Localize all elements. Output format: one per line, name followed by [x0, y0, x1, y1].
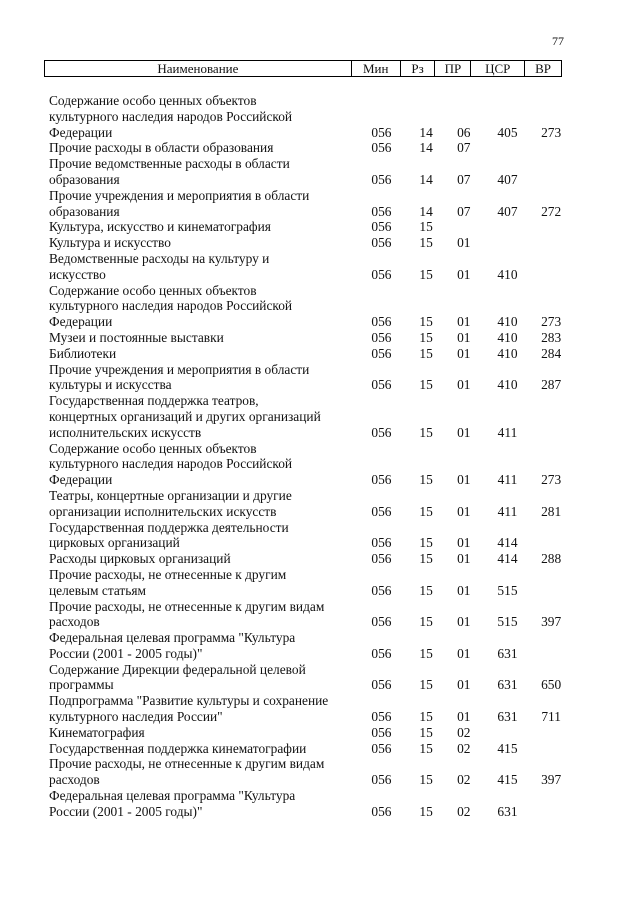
- row-name: [49, 520, 357, 552]
- table-row: [49, 741, 569, 757]
- cell-rz: 15: [419, 582, 433, 598]
- cell-csr: 414: [497, 551, 518, 567]
- row-name-line: Государственная поддержка деятельности: [49, 519, 289, 535]
- table-row: [49, 235, 569, 251]
- cell-pr: 01: [457, 535, 471, 551]
- row-name-line: Культура и искусство: [49, 235, 171, 251]
- cell-pr: 01: [457, 345, 471, 361]
- cell-vr: 281: [541, 503, 562, 519]
- table-row: [49, 520, 569, 552]
- cell-csr: 631: [497, 677, 518, 693]
- cell-pr: 01: [457, 503, 471, 519]
- row-name: [49, 599, 357, 631]
- row-name-line: Прочие расходы, не отнесенные к другим видам: [49, 598, 325, 614]
- cell-vr: 284: [541, 345, 562, 361]
- row-name-line: России (2001 - 2005 годы)": [49, 803, 203, 819]
- cell-rz: 15: [419, 803, 433, 819]
- header-rz: Рз: [401, 61, 436, 76]
- row-name: [49, 567, 357, 599]
- table-row: [49, 788, 569, 820]
- row-name-line: искусство: [49, 266, 106, 282]
- cell-pr: 01: [457, 424, 471, 440]
- cell-rz: 14: [419, 124, 433, 140]
- cell-csr: 407: [497, 203, 518, 219]
- cell-pr: 01: [457, 677, 471, 693]
- row-name-line: Федерации: [49, 314, 113, 330]
- row-name: [49, 788, 357, 820]
- table-row: [49, 393, 569, 440]
- cell-pr: 01: [457, 645, 471, 661]
- cell-pr: 06: [457, 124, 471, 140]
- cell-csr: 631: [497, 645, 518, 661]
- cell-rz: 15: [419, 329, 433, 345]
- cell-min: 056: [371, 235, 392, 251]
- row-name: [49, 362, 357, 394]
- cell-rz: 15: [419, 424, 433, 440]
- table-header: [44, 60, 562, 77]
- row-name-line: Прочие расходы в области образования: [49, 140, 274, 156]
- cell-rz: 15: [419, 377, 433, 393]
- cell-vr: 711: [541, 709, 561, 725]
- row-name-line: Подпрограмма "Развитие культуры и сохранение: [49, 693, 329, 709]
- row-name-line: Содержание особо ценных объектов: [49, 440, 257, 456]
- cell-csr: 631: [497, 803, 518, 819]
- row-name: [49, 346, 357, 362]
- cell-min: 056: [371, 203, 392, 219]
- row-name-line: программы: [49, 677, 114, 693]
- cell-min: 056: [371, 424, 392, 440]
- cell-pr: 02: [457, 724, 471, 740]
- header-csr: ЦСР: [471, 61, 525, 76]
- row-name-line: Прочие ведомственные расходы в области: [49, 156, 290, 172]
- cell-pr: 01: [457, 472, 471, 488]
- table-row: [49, 725, 569, 741]
- cell-csr: 415: [497, 772, 518, 788]
- cell-vr: 650: [541, 677, 562, 693]
- row-name: [49, 140, 357, 156]
- cell-rz: 15: [419, 266, 433, 282]
- cell-rz: 14: [419, 203, 433, 219]
- row-name: [49, 283, 357, 330]
- cell-min: 056: [371, 803, 392, 819]
- cell-min: 056: [371, 219, 392, 235]
- cell-rz: 15: [419, 772, 433, 788]
- cell-min: 056: [371, 345, 392, 361]
- table-row: [49, 188, 569, 220]
- row-name-line: образования: [49, 203, 120, 219]
- cell-min: 056: [371, 377, 392, 393]
- header-pr: ПР: [435, 61, 471, 76]
- cell-rz: 15: [419, 219, 433, 235]
- row-name-line: Кинематография: [49, 724, 145, 740]
- cell-min: 056: [371, 582, 392, 598]
- row-name-line: организации исполнительских искусств: [49, 503, 277, 519]
- cell-csr: 415: [497, 740, 518, 756]
- cell-rz: 14: [419, 140, 433, 156]
- row-name: [49, 330, 357, 346]
- cell-rz: 15: [419, 614, 433, 630]
- table-row: [49, 93, 569, 140]
- row-name-line: Содержание особо ценных объектов: [49, 282, 257, 298]
- cell-pr: 07: [457, 203, 471, 219]
- row-name-line: Прочие учреждения и мероприятия в области: [49, 187, 310, 203]
- row-name-line: концертных организаций и других организаций: [49, 408, 321, 424]
- table-row: [49, 156, 569, 188]
- cell-min: 056: [371, 140, 392, 156]
- cell-pr: 01: [457, 329, 471, 345]
- header-name: Наименование: [45, 61, 352, 76]
- row-name-line: культурного наследия России": [49, 709, 223, 725]
- row-name-line: культурного наследия народов Российской: [49, 456, 293, 472]
- cell-pr: 07: [457, 140, 471, 156]
- cell-min: 056: [371, 124, 392, 140]
- cell-csr: 405: [497, 124, 518, 140]
- cell-min: 056: [371, 724, 392, 740]
- cell-min: 056: [371, 472, 392, 488]
- cell-rz: 15: [419, 677, 433, 693]
- row-name-line: культуры и искусства: [49, 377, 172, 393]
- cell-csr: 411: [497, 503, 518, 519]
- cell-pr: 01: [457, 709, 471, 725]
- row-name: [49, 756, 357, 788]
- cell-rz: 15: [419, 709, 433, 725]
- row-name-line: Прочие расходы, не отнесенные к другим видам: [49, 756, 325, 772]
- cell-min: 056: [371, 535, 392, 551]
- table-row: [49, 346, 569, 362]
- cell-vr: 283: [541, 329, 562, 345]
- cell-rz: 15: [419, 645, 433, 661]
- row-name: [49, 662, 357, 694]
- cell-rz: 14: [419, 171, 433, 187]
- table-row: [49, 140, 569, 156]
- cell-vr: 397: [541, 614, 562, 630]
- row-name: [49, 441, 357, 488]
- cell-csr: 410: [497, 266, 518, 282]
- row-name-line: целевым статьям: [49, 582, 147, 598]
- cell-rz: 15: [419, 345, 433, 361]
- table-row: [49, 488, 569, 520]
- row-name-line: цирковых организаций: [49, 535, 180, 551]
- cell-rz: 15: [419, 235, 433, 251]
- row-name: [49, 156, 357, 188]
- row-name: [49, 551, 357, 567]
- row-name-line: Федерации: [49, 124, 113, 140]
- cell-rz: 15: [419, 551, 433, 567]
- cell-pr: 02: [457, 740, 471, 756]
- table-row: [49, 662, 569, 694]
- cell-vr: 273: [541, 314, 562, 330]
- cell-min: 056: [371, 772, 392, 788]
- row-name-line: Культура, искусство и кинематография: [49, 219, 271, 235]
- cell-csr: 410: [497, 314, 518, 330]
- table-row: [49, 693, 569, 725]
- table-row: [49, 219, 569, 235]
- table-row: [49, 362, 569, 394]
- cell-pr: 01: [457, 235, 471, 251]
- cell-csr: 515: [497, 582, 518, 598]
- row-name: [49, 725, 357, 741]
- row-name: [49, 630, 357, 662]
- cell-pr: 01: [457, 314, 471, 330]
- row-name: [49, 693, 357, 725]
- table-row: [49, 551, 569, 567]
- table-body: [49, 93, 569, 820]
- cell-min: 056: [371, 645, 392, 661]
- cell-rz: 15: [419, 724, 433, 740]
- table-row: [49, 283, 569, 330]
- row-name-line: исполнительских искусств: [49, 424, 202, 440]
- row-name-line: культурного наследия народов Российской: [49, 108, 293, 124]
- cell-min: 056: [371, 740, 392, 756]
- row-name-line: культурного наследия народов Российской: [49, 298, 293, 314]
- cell-min: 056: [371, 677, 392, 693]
- row-name-line: России (2001 - 2005 годы)": [49, 645, 203, 661]
- row-name-line: Расходы цирковых организаций: [49, 551, 231, 567]
- row-name-line: Библиотеки: [49, 345, 117, 361]
- table-row: [49, 441, 569, 488]
- page-number: 77: [552, 34, 564, 48]
- cell-pr: 01: [457, 614, 471, 630]
- cell-rz: 15: [419, 472, 433, 488]
- row-name: [49, 93, 357, 140]
- row-name: [49, 188, 357, 220]
- row-name-line: расходов: [49, 772, 100, 788]
- row-name-line: Содержание особо ценных объектов: [49, 93, 257, 108]
- table-row: [49, 330, 569, 346]
- cell-vr: 287: [541, 377, 562, 393]
- cell-csr: 410: [497, 377, 518, 393]
- row-name-line: Музеи и постоянные выставки: [49, 329, 224, 345]
- cell-csr: 414: [497, 535, 518, 551]
- cell-pr: 07: [457, 171, 471, 187]
- row-name: [49, 488, 357, 520]
- row-name: [49, 393, 357, 440]
- cell-min: 056: [371, 171, 392, 187]
- row-name-line: образования: [49, 171, 120, 187]
- cell-csr: 410: [497, 329, 518, 345]
- cell-csr: 411: [497, 424, 518, 440]
- table-row: [49, 630, 569, 662]
- cell-vr: 272: [541, 203, 562, 219]
- cell-rz: 15: [419, 535, 433, 551]
- cell-pr: 01: [457, 582, 471, 598]
- cell-min: 056: [371, 314, 392, 330]
- cell-rz: 15: [419, 740, 433, 756]
- row-name: [49, 741, 357, 757]
- cell-vr: 397: [541, 772, 562, 788]
- cell-pr: 01: [457, 551, 471, 567]
- row-name: [49, 219, 357, 235]
- cell-min: 056: [371, 503, 392, 519]
- header-vr: ВР: [535, 61, 552, 76]
- cell-min: 056: [371, 614, 392, 630]
- cell-csr: 407: [497, 171, 518, 187]
- row-name-line: Федерации: [49, 472, 113, 488]
- row-name-line: Театры, концертные организации и другие: [49, 487, 292, 503]
- row-name-line: Федеральная целевая программа "Культура: [49, 630, 296, 646]
- table-row: [49, 599, 569, 631]
- row-name: [49, 235, 357, 251]
- row-name: [49, 251, 357, 283]
- cell-vr: 273: [541, 124, 562, 140]
- cell-pr: 02: [457, 803, 471, 819]
- cell-vr: 288: [541, 551, 562, 567]
- cell-min: 056: [371, 551, 392, 567]
- cell-csr: 410: [497, 345, 518, 361]
- cell-min: 056: [371, 329, 392, 345]
- row-name-line: Ведомственные расходы на культуру и: [49, 250, 270, 266]
- row-name-line: Государственная поддержка кинематографии: [49, 740, 307, 756]
- cell-min: 056: [371, 266, 392, 282]
- cell-pr: 02: [457, 772, 471, 788]
- table-row: [49, 251, 569, 283]
- cell-csr: 631: [497, 709, 518, 725]
- cell-rz: 15: [419, 314, 433, 330]
- table-row: [49, 756, 569, 788]
- row-name-line: расходов: [49, 614, 100, 630]
- cell-rz: 15: [419, 503, 433, 519]
- cell-vr: 273: [541, 472, 562, 488]
- row-name-line: Федеральная целевая программа "Культура: [49, 788, 296, 804]
- header-min: Мин: [352, 61, 401, 76]
- row-name-line: Содержание Дирекции федеральной целевой: [49, 661, 306, 677]
- cell-csr: 411: [497, 472, 518, 488]
- row-name-line: Прочие учреждения и мероприятия в области: [49, 361, 310, 377]
- row-name-line: Государственная поддержка театров,: [49, 393, 259, 409]
- cell-pr: 01: [457, 377, 471, 393]
- cell-csr: 515: [497, 614, 518, 630]
- cell-min: 056: [371, 709, 392, 725]
- table-row: [49, 567, 569, 599]
- cell-pr: 01: [457, 266, 471, 282]
- row-name-line: Прочие расходы, не отнесенные к другим: [49, 566, 287, 582]
